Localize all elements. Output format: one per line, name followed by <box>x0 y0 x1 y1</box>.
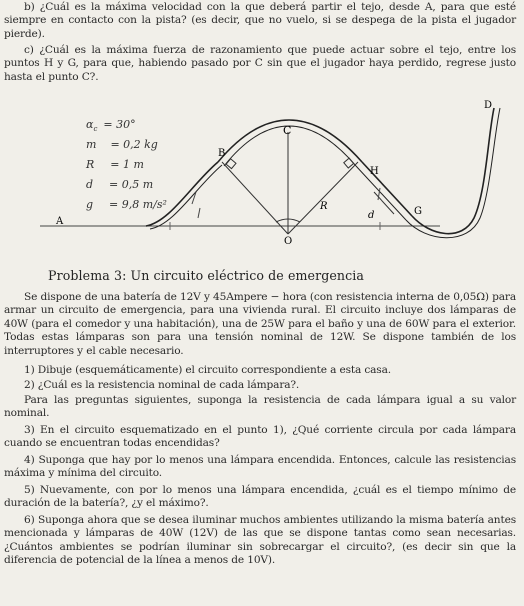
point-C-label: C <box>283 124 292 137</box>
right-angle-marker <box>344 158 354 168</box>
track-right-incline-edge <box>356 166 406 220</box>
track-left-ramp <box>146 162 218 226</box>
track-figure <box>0 96 524 256</box>
item-3: 3) En el circuito esquematizado en el punto 1), ¿Qué corriente circula por cada lámpara cuando se encuentran todas encendidas? <box>4 424 516 450</box>
point-O-label: O <box>284 236 293 247</box>
item-2: 2) ¿Cuál es la resistencia nominal de cada lámpara?. <box>24 379 300 391</box>
assumption-note: Para las preguntas siguientes, suponga la resistencia de cada lámpara igual a su valor nominal. <box>4 394 516 420</box>
track-rise-edge <box>406 108 500 238</box>
problem-title: Problema 3: Un circuito eléctrico de emergencia <box>48 268 365 283</box>
question-c: c) ¿Cuál es la máxima fuerza de razonamiento que puede actuar sobre el tejo, entre los puntos H y G, para que, habiendo pasado por C sin que el jugador haya perdido, regrese justo hasta el punto C?. <box>4 44 516 83</box>
radius-OH <box>288 162 358 234</box>
given-alpha: $\alpha_c = 30^\circ$ <box>86 118 136 133</box>
given-mass: m = 0,2 kg <box>86 138 158 151</box>
question-b: b) ¿Cuál es la máxima velocidad con la que deberá partir el tejo, desde A, para que esté siempre en contacto con la pista? (es decir, que no vuelo, si se despega de la pista el jugador pierde). <box>4 1 516 40</box>
given-radius: R = 1 m <box>86 158 144 171</box>
item-1: 1) Dibuje (esquemáticamente) el circuito correspondiente a esta casa. <box>24 364 391 376</box>
problem-intro: Se dispone de una batería de 12V y 45Ampere − hora (con resistencia interna de 0,05Ω) para armar un circuito de emergencia, para una vivienda rural. El circuito incluye dos lámparas de 40W (para el comedor y una habitación), una de 25W para el baño y una de 60W para el exterior. Todas estas lámparas son para una tensión nominal de 12W. Se dispone también de los interruptores y el cable necesario. <box>4 291 516 357</box>
radius-R-label: R <box>320 201 328 212</box>
point-B-label: B <box>218 148 226 159</box>
point-H-label: H <box>370 166 379 177</box>
hand-mark <box>198 208 200 218</box>
right-angle-marker <box>226 159 236 169</box>
item-4: 4) Suponga que hay por lo menos una lámpara encendida. Entonces, calcule las resistencias máxima y mínima del circuito. <box>4 454 516 480</box>
d-dimension <box>374 192 394 214</box>
point-A-label: A <box>56 216 64 227</box>
given-gravity: g = 9,8 m/s² <box>86 198 167 211</box>
givens-list <box>85 118 167 211</box>
radius-OB <box>222 162 288 234</box>
point-D-label: D <box>484 100 493 111</box>
item-6: 6) Suponga ahora que se desea iluminar muchos ambientes utilizando la misma batería antes mencionada y lámparas de 40W (12V) de las que se dispone tantas como sean necesarias. ¿Cuántos ambientes se podrían iluminar sin sobrecargar el circuito?, (es decir sin que la diferencia de potencial de la línea a menos de 10V). <box>4 514 516 567</box>
point-G-label: G <box>414 206 422 217</box>
given-distance: d = 0,5 m <box>86 178 154 191</box>
item-5: 5) Nuevamente, con por lo menos una lámpara encendida, ¿cuál es el tiempo mínimo de duración de la batería?, ¿y el máximo?. <box>4 484 516 510</box>
dimension-d-label: d <box>368 210 375 221</box>
